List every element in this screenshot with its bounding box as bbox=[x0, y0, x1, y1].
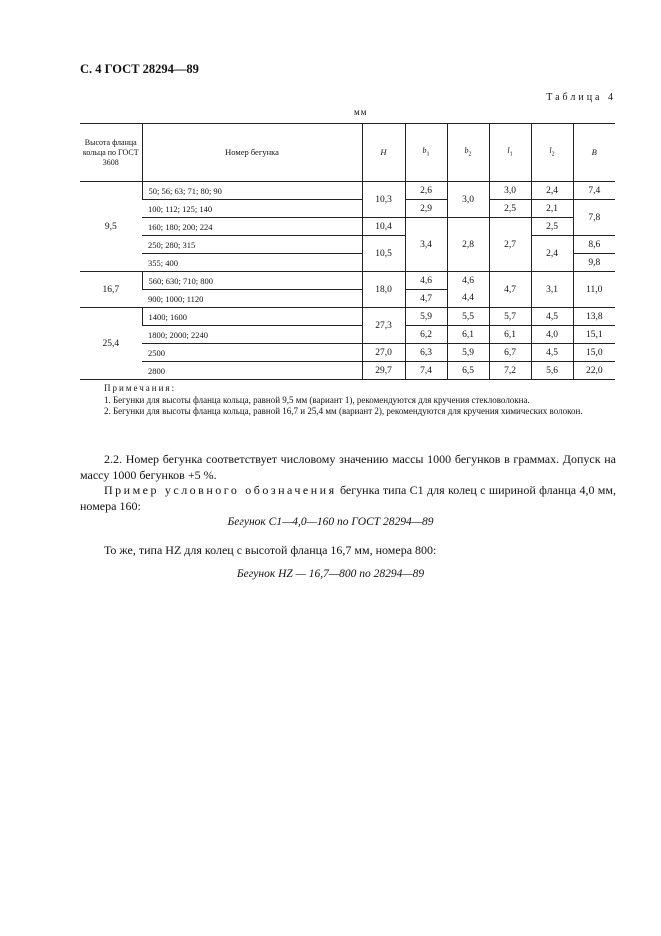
table-row bbox=[80, 344, 615, 362]
number-cell: 355; 400 bbox=[142, 254, 362, 272]
l2-cell: 2,4 bbox=[531, 236, 573, 272]
table-header-row bbox=[80, 124, 615, 182]
b2-cell: 6,5 bbox=[447, 362, 489, 380]
l2-cell: 2,4 bbox=[531, 182, 573, 200]
b2-cell: 4,6 bbox=[447, 272, 489, 290]
H-cell: 29,7 bbox=[362, 362, 405, 380]
l1-cell: 4,7 bbox=[489, 272, 531, 308]
number-cell: 50; 56; 63; 71; 80; 90 bbox=[142, 182, 362, 200]
B-cell: 8,6 bbox=[573, 236, 615, 254]
table-row bbox=[80, 308, 615, 326]
l2-cell: 3,1 bbox=[531, 272, 573, 308]
l1-cell: 6,7 bbox=[489, 344, 531, 362]
number-cell: 250; 280; 315 bbox=[142, 236, 362, 254]
number-cell: 900; 1000; 1120 bbox=[142, 290, 362, 308]
l2-cell: 2,5 bbox=[531, 218, 573, 236]
header-flange: Высота фланца кольца по ГОСТ 3608 bbox=[82, 137, 139, 167]
b1-cell: 4,7 bbox=[405, 290, 447, 308]
l1-cell: 6,1 bbox=[489, 326, 531, 344]
table-row bbox=[80, 236, 615, 254]
table-row bbox=[80, 200, 615, 218]
header-H: H bbox=[362, 124, 405, 182]
header-b1-base: b bbox=[422, 145, 427, 155]
group-cell-9-5: 9,5 bbox=[80, 182, 142, 272]
designation-1: Бегунок С1—4,0—160 по ГОСТ 28294—89 bbox=[227, 516, 434, 528]
header-l1 bbox=[489, 124, 531, 182]
paragraph-2-2: 2.2. Номер бегунка соответствует числовому значению массы 1000 бегунков в граммах. Допуск на массу 1000 бегунков +5 %. bbox=[80, 452, 616, 482]
header-b1-sub: 1 bbox=[426, 151, 430, 158]
b1-cell: 5,9 bbox=[405, 308, 447, 326]
b1-cell: 6,3 bbox=[405, 344, 447, 362]
B-cell: 11,0 bbox=[573, 272, 615, 308]
spec-table bbox=[80, 123, 615, 380]
l2-cell: 2,1 bbox=[531, 200, 573, 218]
H-cell: 27,0 bbox=[362, 344, 405, 362]
number-cell: 560; 630; 710; 800 bbox=[142, 272, 362, 290]
header-l2-base: l bbox=[549, 145, 552, 155]
group-cell-16-7: 16,7 bbox=[80, 272, 142, 308]
l2-cell: 4,5 bbox=[531, 308, 573, 326]
number-cell: 100; 112; 125; 140 bbox=[142, 200, 362, 218]
page-header: С. 4 ГОСТ 28294—89 bbox=[80, 62, 199, 76]
table-row bbox=[80, 362, 615, 380]
designation-2: Бегунок HZ — 16,7—800 по 28294—89 bbox=[236, 568, 425, 580]
body-text bbox=[80, 452, 616, 514]
B-cell: 7,4 bbox=[573, 182, 615, 200]
b2-cell: 2,8 bbox=[447, 218, 489, 272]
H-cell: 10,3 bbox=[362, 182, 405, 218]
example-lead: Пример условного обозначения bbox=[104, 483, 337, 498]
header-l2-sub: 2 bbox=[551, 151, 555, 158]
group-cell-25-4: 25,4 bbox=[80, 308, 142, 380]
table-row bbox=[80, 218, 615, 236]
header-B: B bbox=[573, 124, 615, 182]
H-cell: 27,3 bbox=[362, 308, 405, 344]
b2-cell: 5,5 bbox=[447, 308, 489, 326]
example-rest: бегунка типа С1 для колец с шириной фланца 4,0 мм, номера 160: bbox=[80, 483, 616, 513]
l1-cell: 2,7 bbox=[489, 218, 531, 272]
b1-cell: 6,2 bbox=[405, 326, 447, 344]
header-b2 bbox=[447, 124, 489, 182]
header-b1 bbox=[405, 124, 447, 182]
b1-cell: 7,4 bbox=[405, 362, 447, 380]
H-cell: 18,0 bbox=[362, 272, 405, 308]
number-cell: 2800 bbox=[142, 362, 362, 380]
table-row bbox=[80, 326, 615, 344]
l1-cell: 5,7 bbox=[489, 308, 531, 326]
b2-cell: 6,1 bbox=[447, 326, 489, 344]
b1-cell: 3,4 bbox=[405, 218, 447, 272]
example-2: То же, типа HZ для колец с высотой фланца 16,7 мм, номера 800: bbox=[104, 543, 437, 557]
example-paragraph bbox=[80, 483, 616, 514]
b1-cell: 2,9 bbox=[405, 200, 447, 218]
number-cell: 1800; 2000; 2240 bbox=[142, 326, 362, 344]
header-l1-sub: 1 bbox=[509, 151, 513, 158]
B-cell: 7,8 bbox=[573, 200, 615, 236]
table-row bbox=[80, 182, 615, 200]
l2-cell: 5,6 bbox=[531, 362, 573, 380]
l2-cell: 4,0 bbox=[531, 326, 573, 344]
note-item: 2. Бегунки для высоты фланца кольца, равной 16,7 и 25,4 мм (вариант 2), рекомендуются для кручения химических волокон. bbox=[104, 406, 583, 417]
B-cell: 9,8 bbox=[573, 254, 615, 272]
header-b2-base: b bbox=[464, 145, 469, 155]
b1-cell: 4,6 bbox=[405, 272, 447, 290]
header-b2-sub: 2 bbox=[468, 151, 472, 158]
l2-cell: 4,5 bbox=[531, 344, 573, 362]
notes-block bbox=[80, 383, 616, 418]
number-cell: 160; 180; 200; 224 bbox=[142, 218, 362, 236]
b2-cell: 3,0 bbox=[447, 182, 489, 218]
notes-title: Примечания: bbox=[104, 383, 177, 393]
l1-cell: 2,5 bbox=[489, 200, 531, 218]
note-item: 1. Бегунки для высоты фланца кольца, равной 9,5 мм (вариант 1), рекомендуются для кручения стекловолокна. bbox=[104, 394, 530, 405]
number-cell: 1400; 1600 bbox=[142, 308, 362, 326]
units-label: мм bbox=[354, 107, 368, 117]
header-l2 bbox=[531, 124, 573, 182]
table-row bbox=[80, 272, 615, 290]
table-label: Таблица 4 bbox=[546, 92, 616, 103]
H-cell: 10,4 bbox=[362, 218, 405, 236]
l1-cell: 3,0 bbox=[489, 182, 531, 200]
B-cell: 15,0 bbox=[573, 344, 615, 362]
B-cell: 13,8 bbox=[573, 308, 615, 326]
b1-cell: 2,6 bbox=[405, 182, 447, 200]
H-cell: 10,5 bbox=[362, 236, 405, 272]
b2-cell: 5,9 bbox=[447, 344, 489, 362]
number-cell: 2500 bbox=[142, 344, 362, 362]
b2-cell: 4,4 bbox=[447, 290, 489, 308]
header-number: Номер бегунка bbox=[142, 124, 362, 182]
header-l1-base: l bbox=[507, 145, 510, 155]
B-cell: 22,0 bbox=[573, 362, 615, 380]
B-cell: 15,1 bbox=[573, 326, 615, 344]
l1-cell: 7,2 bbox=[489, 362, 531, 380]
